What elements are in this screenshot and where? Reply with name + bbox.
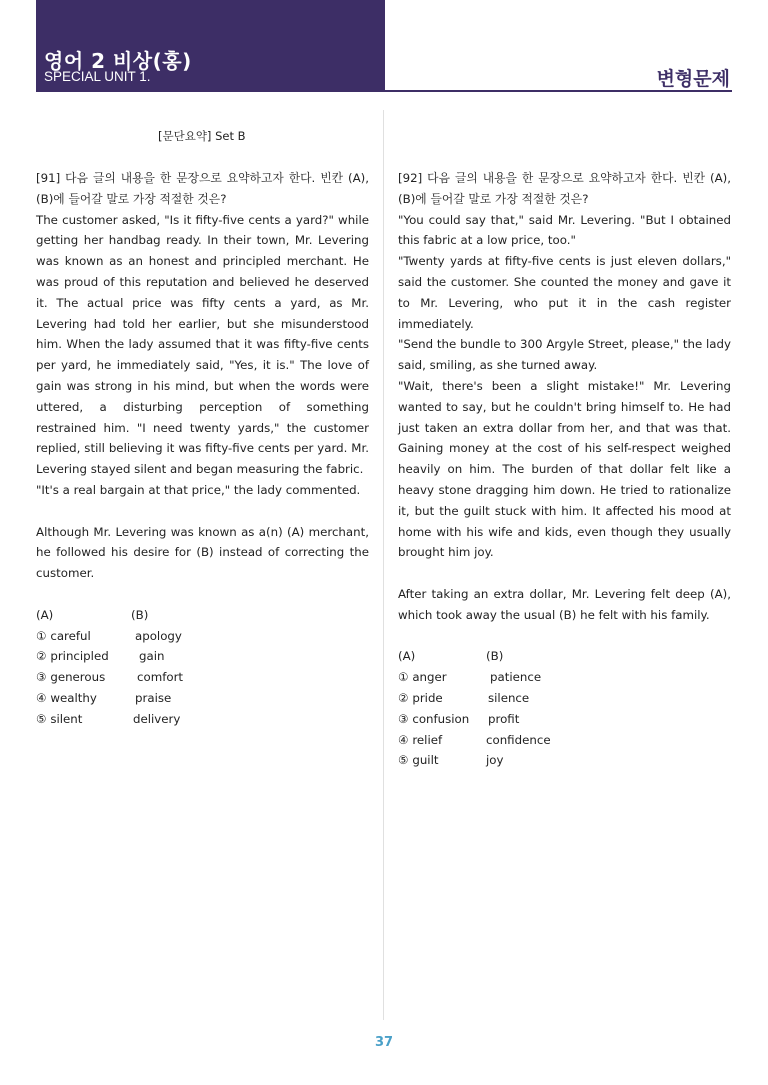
option-b: joy [486,753,504,768]
answer-options [398,646,551,771]
column-divider [383,110,384,1020]
option-a: principled [50,649,109,664]
option-number: ① [398,670,409,685]
option-b: silence [488,690,530,705]
option-number: ② [398,690,409,705]
answer-options [36,605,183,730]
column-header-a: (A) [398,649,416,664]
option-a: relief [412,732,443,747]
option-b: profit [488,711,520,726]
header-rule [385,90,732,92]
option-a: anger [412,670,447,685]
question-prompt: [92] 다음 글의 내용을 한 문장으로 요약하고자 한다. 빈칸 (A), (B)에 들어갈 말로 가장 적절한 것은? [398,171,731,206]
book-title: 영어 2 비상(홍) [44,49,192,73]
option-a: silent [50,711,83,726]
question-prompt: [91] 다음 글의 내용을 한 문장으로 요약하고자 한다. 빈칸 (A), (B)에 들어갈 말로 가장 적절한 것은? [36,171,369,206]
answer-option[interactable] [36,709,183,730]
column-header-b: (B) [486,649,504,664]
option-a: pride [412,690,443,705]
answer-option[interactable] [398,730,551,751]
unit-label: SPECIAL UNIT 1. [44,69,151,84]
option-b: praise [135,690,172,705]
option-number: ⑤ [398,753,409,768]
option-number: ② [36,649,47,664]
passage-text: "You could say that," said Mr. Levering. "But I obtained this fabric at a low price, too." [398,212,731,248]
set-label: [문단요약] Set B [158,129,246,143]
option-b: apology [135,628,182,643]
option-b: delivery [133,711,181,726]
option-b: confidence [486,732,551,747]
passage-text: "Send the bundle to 300 Argyle Street, please," the lady said, smiling, as she turned away. [398,337,731,373]
passage-text: The customer asked, "Is it fifty-five cents a yard?" while getting her handbag ready. In their town, Mr. Levering was known as an honest and principled merchant. He was proud of this reputation and believed he deserved it. The actual price was fifty cents a yard, as Mr. Levering had told her earlier, but she misunderstood him. When the lady assumed that it was fifty-five cents per yard, he immediately said, "Yes, it is." The love of gain was strong in his mind, but when the words were uttered, a disturbing perception of something restrained him. "I need twenty yards," the customer replied, still believing it was fifty-five cents per yard. Mr. Levering stayed silent and began measuring the fabric. [36,212,369,477]
option-number: ③ [398,711,409,726]
column-header-a: (A) [36,607,54,622]
answer-option[interactable] [36,688,183,709]
summary-sentence: Although Mr. Levering was known as a(n) (A) merchant, he followed his desire for (B) instead of correcting the customer. [36,524,369,581]
answer-option[interactable] [36,667,183,688]
option-number: ① [36,628,47,643]
option-a: guilt [412,753,439,768]
answer-option[interactable] [398,750,551,771]
summary-sentence: After taking an extra dollar, Mr. Levering felt deep (A), which took away the usual (B) he felt with his family. [398,586,731,622]
passage-text: "It's a real bargain at that price," the lady commented. [36,482,361,497]
option-number: ⑤ [36,711,47,726]
option-a: generous [50,670,106,685]
option-b: comfort [137,670,184,685]
answer-option[interactable] [36,626,183,647]
option-a: confusion [412,711,470,726]
option-number: ④ [398,732,409,747]
answer-option[interactable] [398,667,551,688]
question-91 [36,168,369,730]
section-label: 변형문제 [656,68,730,90]
option-b: gain [139,649,165,664]
passage-text: "Wait, there's been a slight mistake!" Mr. Levering wanted to say, but he couldn't bring himself to. He had just taken an extra dollar from her, and that was that. Gaining money at the cost of his self-respect weighed heavily on him. The burden of that dollar felt like a heavy stone dragging him down. He tried to rationalize it, but the guilt stuck with him. It affected his mood at home with his wife and kids, even though they usually brought him joy. [398,378,731,560]
passage-text: "Twenty yards at fifty-five cents is just eleven dollars," said the customer. She counted the money and gave it to Mr. Levering, who put it in the cash register immediately. [398,254,731,331]
option-number: ③ [36,670,47,685]
answer-option[interactable] [398,688,551,709]
column-header-b: (B) [131,607,149,622]
answer-option[interactable] [36,646,183,667]
answer-option[interactable] [398,709,551,730]
option-a: careful [50,628,91,643]
page-number: 37 [374,1035,394,1050]
option-number: ④ [36,690,47,705]
option-b: patience [490,670,542,685]
question-92 [398,168,731,771]
option-a: wealthy [50,690,97,705]
